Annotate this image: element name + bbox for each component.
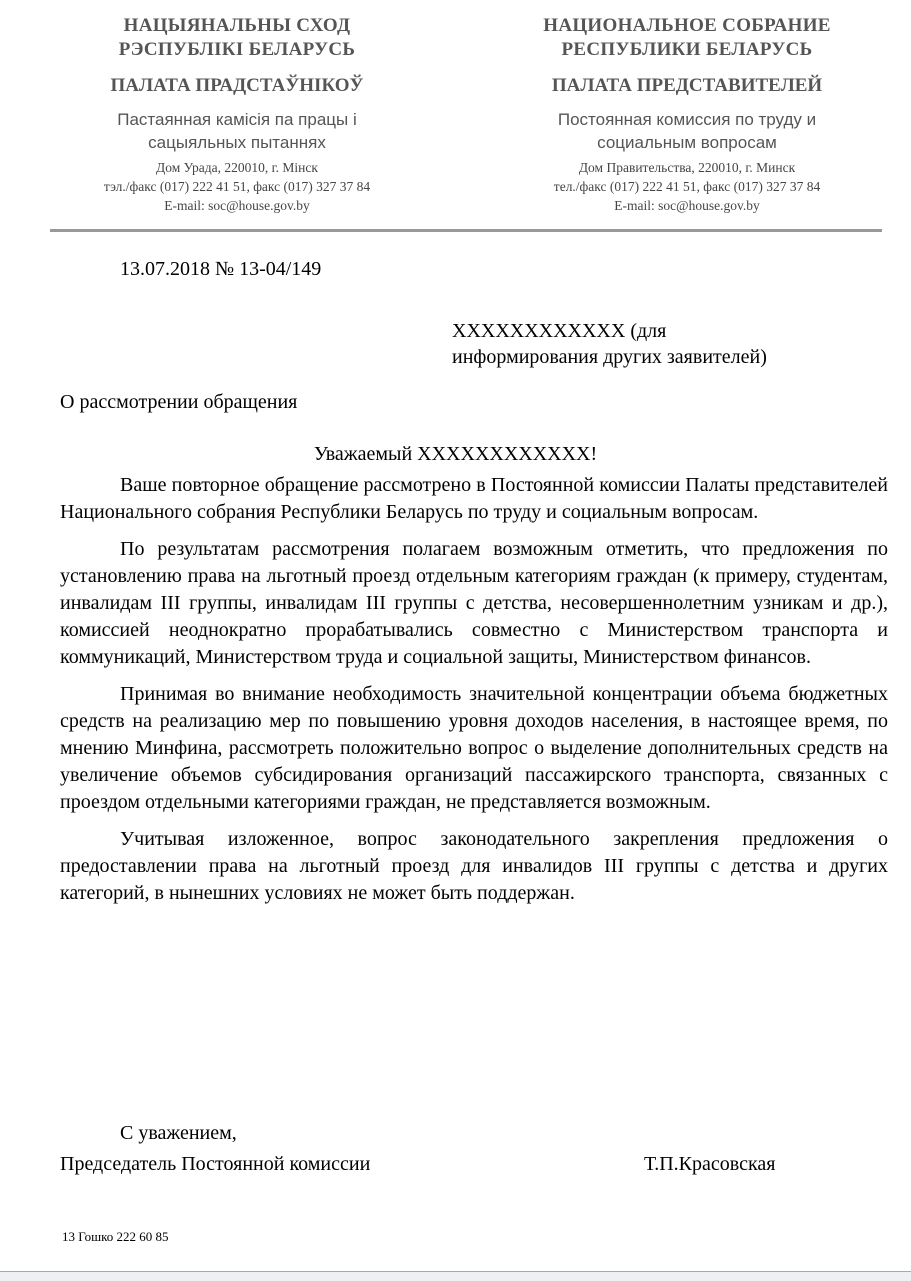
addressee [452,318,872,370]
email: E-mail: soc@house.gov.by [164,198,310,213]
chamber-name: ПАЛАТА ПРАДСТАЎНІКОЎ [110,75,364,96]
phone: тел./факс (017) 222 41 51, факс (017) 327 37 84 [553,179,821,194]
addressee-line2: информирования других заявителей) [452,346,767,368]
org-name-line2: РЕСПУБЛИКИ БЕЛАРУСЬ [561,39,813,60]
commission-line2: социальным вопросам [597,133,777,152]
header-divider [50,229,882,232]
phone: тэл./факс (017) 222 41 51, факс (017) 327 37 84 [103,179,371,194]
footer-note: 13 Гошко 222 60 85 [62,1229,169,1244]
paragraph: Учитывая изложенное, вопрос законодательного закрепления предложения о предоставлении права на льготный проезд для инвалидов III группы с детства и других категорий, в нынешних условиях не может быть поддержан. [60,828,888,904]
paragraph: По результатам рассмотрения полагаем возможным отметить, что предложения по установлению права на льготный проезд отдельным категориям граждан (к примеру, студентам, инвалидам III группы, инвалидам III группы с детства, несовершеннолетним узникам и др.), комиссией неоднократно прорабатывались совместно с Министерством транспорта и коммуникаций, Министерством труда и социальной защиты, Министерством финансов. [60,538,888,668]
addressee-line1: XXXXXXXXXXXX (для [452,320,667,342]
commission-line1: Постоянная комиссия по труду и [557,110,817,129]
chamber-name: ПАЛАТА ПРЕДСТАВИТЕЛЕЙ [551,75,823,96]
signer-position: Председатель Постоянной комиссии [60,1153,371,1175]
closing: С уважением, [120,1122,237,1144]
address: Дом Урада, 220010, г. Мінск [156,160,318,175]
subject: О рассмотрении обращения [60,391,298,413]
letter-body [60,472,888,917]
commission-line1: Пастаянная камісія па працы і [117,110,357,129]
commission-line2: сацыяльных пытаннях [148,133,326,152]
salutation: Уважаемый XXXXXXXXXXXX! [313,443,598,465]
email: E-mail: soc@house.gov.by [614,198,760,213]
date-number: 13.07.2018 № 13-04/149 [120,258,322,280]
signer-name: Т.П.Красовская [644,1153,776,1175]
org-name-line2: РЭСПУБЛІКІ БЕЛАРУСЬ [118,39,356,60]
paragraph: Ваше повторное обращение рассмотрено в Постоянной комиссии Палаты представителей Национального собрания Республики Беларусь по труду и социальным вопросам. [60,474,888,523]
letterhead-russian [487,14,887,215]
org-name-line1: НАЦИОНАЛЬНОЕ СОБРАНИЕ [543,15,831,36]
letterhead-belarusian [37,14,437,215]
paragraph: Принимая во внимание необходимость значительной концентрации объема бюджетных средств на реализацию мер по повышению уровня доходов населения, в настоящее время, по мнению Минфина, рассмотреть положительно вопрос о выделение дополнительных средств на увеличение объемов субсидирования организаций пассажирского транспорта, связанных с проездом отдельными категориями граждан, не представляется возможным. [60,683,888,813]
address: Дом Правительства, 220010, г. Минск [578,160,796,175]
org-name-line1: НАЦЫЯНАЛЬНЫ СХОД [123,15,351,36]
